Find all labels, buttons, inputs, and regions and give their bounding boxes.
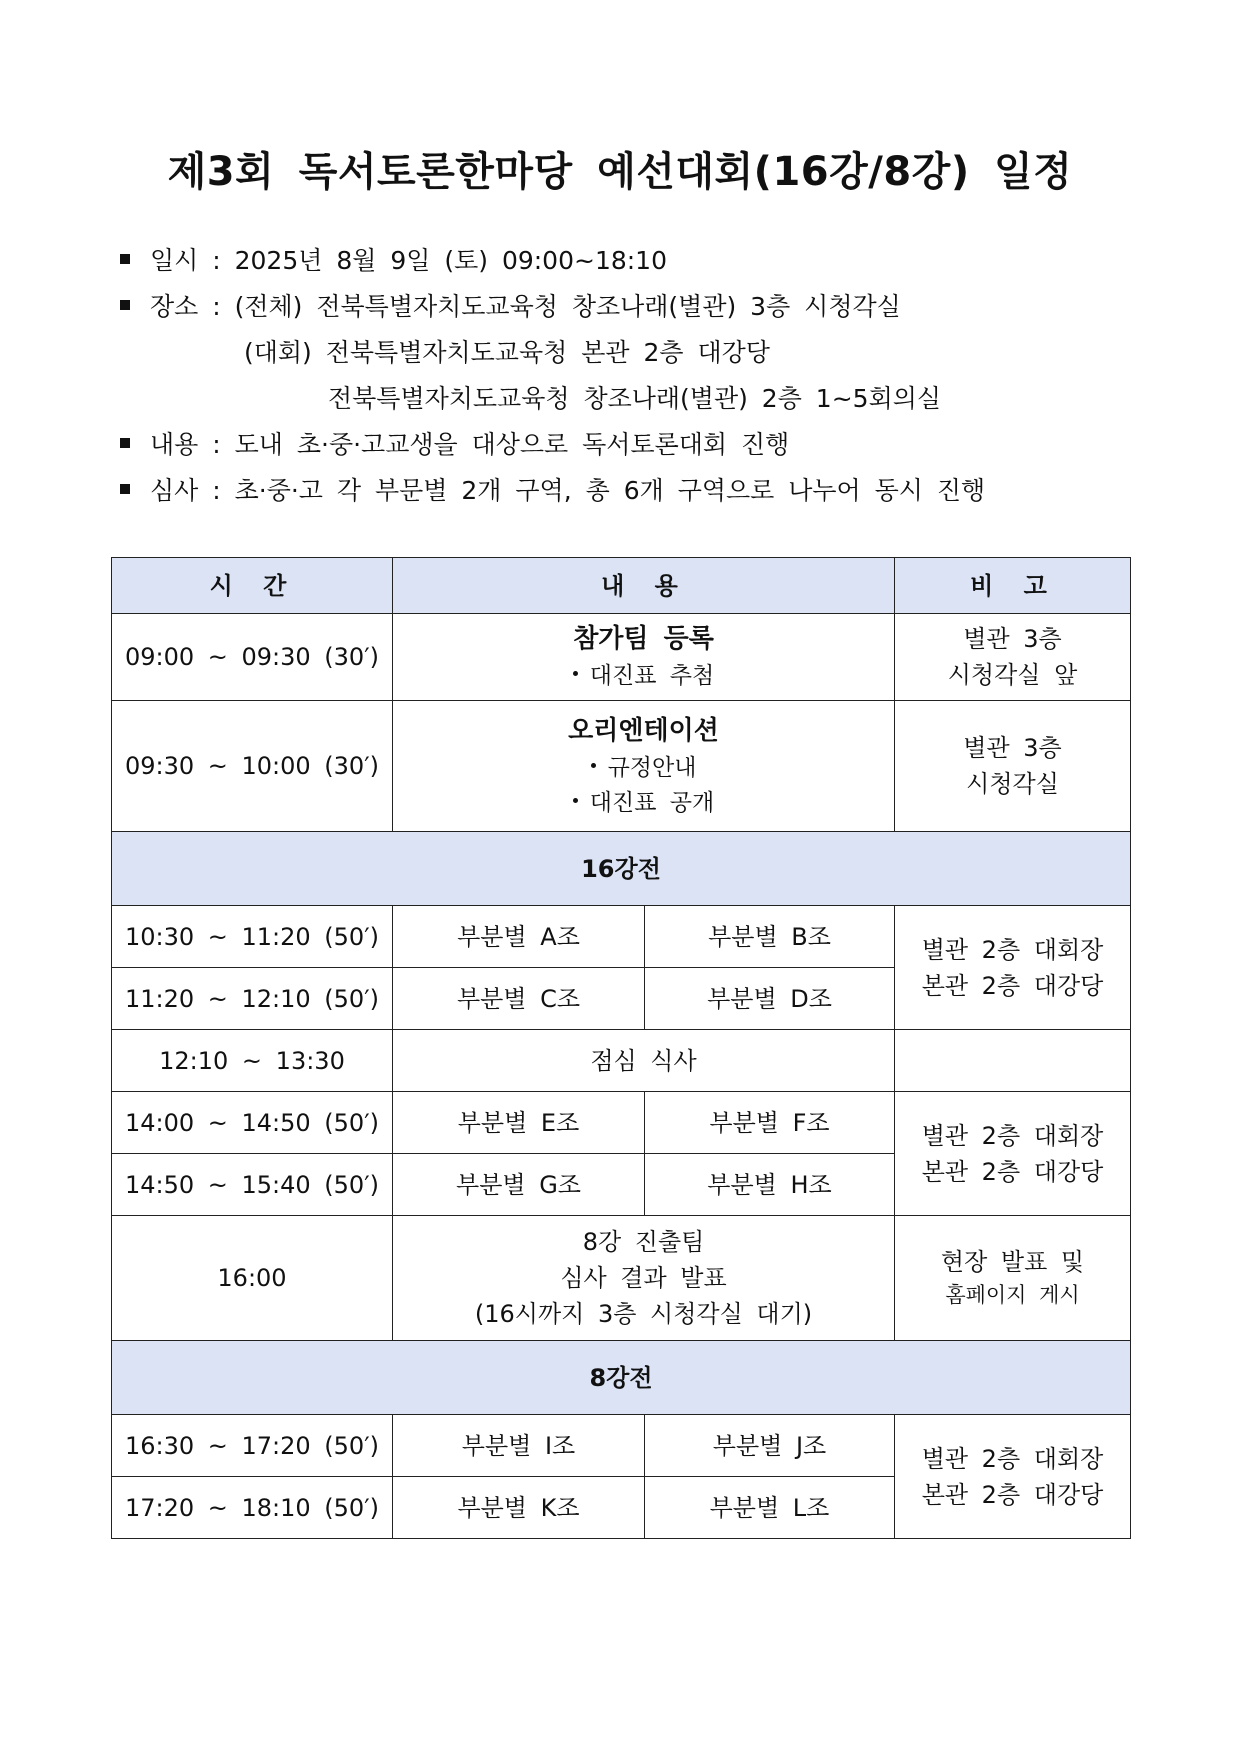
section-row-16: 16강전 [112,832,1131,906]
table-row: 14:00 ~ 14:50 (50′) 부분별 E조 부분별 F조 별관 2층 대회장 본관 2층 대강당 [112,1092,1131,1154]
table-row: 14:50 ~ 15:40 (50′) 부분별 G조 부분별 H조 [112,1154,1131,1216]
square-bullet-icon [120,438,130,448]
table-header-row [112,558,1131,614]
square-bullet-icon [120,484,130,494]
table-row: 11:20 ~ 12:10 (50′) 부분별 C조 부분별 D조 [112,968,1131,1030]
info-content: 내용 : 도내 초·중·고교생을 대상으로 독서토론대회 진행 [120,422,985,468]
table-row: 17:20 ~ 18:10 (50′) 부분별 K조 부분별 L조 [112,1477,1131,1539]
section-row-8: 8강전 [112,1341,1131,1415]
page-title: 제3회 독서토론한마당 예선대회(16강/8강) 일정 [167,149,1073,195]
info-place: 장소 : (전체) 전북특별자치도교육청 창조나래(별관) 3층 시청각실 [120,284,985,330]
info-date: 일시 : 2025년 8월 9일 (토) 09:00~18:10 [120,238,985,284]
header-note: 비 고 [895,558,1131,614]
dot-bullet-icon [573,798,578,803]
table-row-lunch: 12:10 ~ 13:30 점심 식사 [112,1030,1131,1092]
square-bullet-icon [120,300,130,310]
table-row: 09:00 ~ 09:30 (30′) 참가팀 등록 대진표 추첨 별관 3층 시청각실 앞 [112,614,1131,701]
table-row: 09:30 ~ 10:00 (30′) 오리엔테이션 규정안내 대진표 공개 별관 3층 시청각실 [112,701,1131,832]
dot-bullet-icon [573,671,578,676]
square-bullet-icon [120,254,130,264]
header-time: 시 간 [112,558,393,614]
table-row: 16:30 ~ 17:20 (50′) 부분별 I조 부분별 J조 별관 2층 대회장 본관 2층 대강당 [112,1415,1131,1477]
info-place-3: 전북특별자치도교육청 창조나래(별관) 2층 1~5회의실 [328,384,942,413]
schedule-table [111,557,1131,1539]
dot-bullet-icon [591,763,596,768]
info-judging: 심사 : 초·중·고 각 부문별 2개 구역, 총 6개 구역으로 나누어 동시 진행 [120,468,985,514]
info-place-2: (대회) 전북특별자치도교육청 본관 2층 대강당 [244,338,770,367]
table-row: 10:30 ~ 11:20 (50′) 부분별 A조 부분별 B조 별관 2층 대회장 본관 2층 대강당 [112,906,1131,968]
table-row-announce: 16:00 8강 진출팀 심사 결과 발표 (16시까지 3층 시청각실 대기) 현장 발표 및 홈페이지 게시 [112,1216,1131,1341]
event-info [120,238,985,514]
header-content: 내 용 [393,558,895,614]
